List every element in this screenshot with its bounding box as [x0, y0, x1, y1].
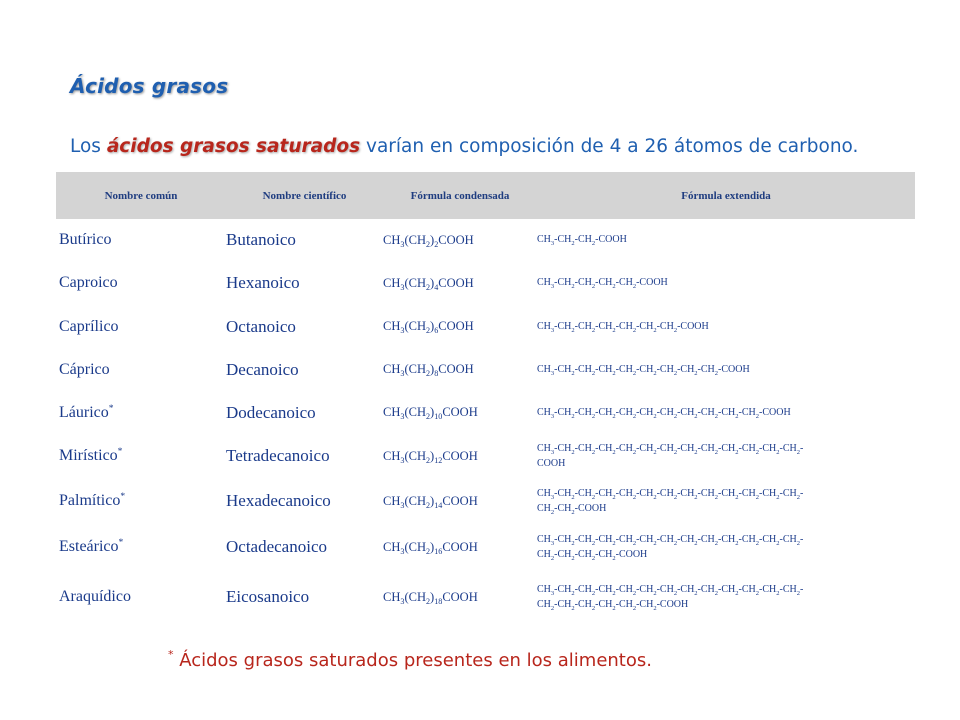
table-row	[56, 348, 915, 391]
cell-condensed-formula: $CH_3(CH_2)_4COOH$	[383, 275, 474, 292]
page-title: Ácidos grasos	[70, 74, 229, 98]
cell-scientific-name: Eicosanoico	[226, 587, 310, 606]
cell-extended-formula: $CH_3-CH_2-CH_2-CH_2-CH_2-CH_2-CH_2-CH_2-CH_2-CH_2-CH_2-CH_2-CH_2-$ $CH_2-CH_2-CH_2-CH_2-CH_2-CH_2$-COOH	[537, 583, 804, 612]
cell-scientific-name: Octanoico	[226, 316, 296, 336]
footnote	[168, 650, 652, 671]
subtitle-suffix: varían en composición de 4 a 26 átomos de carbono.	[360, 136, 859, 157]
header-condensed-formula: Fórmula condensada	[410, 189, 510, 202]
cell-extended-formula: $CH_3-CH_2-CH_2-CH_2-CH_2-CH_2-CH_2-CH_2-CH_2-CH_2-CH_2-CH_2-CH_2-$ COOH	[537, 442, 804, 469]
table-row	[56, 570, 915, 624]
cell-condensed-formula: $CH_3(CH_2)_{14}COOH$	[383, 493, 478, 510]
cell-common-name: Caprílico	[59, 317, 119, 335]
cell-extended-formula: $CH_3-CH_2-CH_2-CH_2-CH_2$-COOH	[537, 277, 668, 291]
cell-condensed-formula: $CH_3(CH_2)_{18}COOH$	[383, 589, 478, 606]
table-header-row	[56, 172, 915, 219]
header-common-name: Nombre común	[104, 189, 178, 202]
cell-common-name: Láurico*	[59, 402, 114, 421]
asterisk-mark: *	[118, 537, 124, 548]
cell-common-name: Esteárico*	[59, 537, 124, 555]
cell-scientific-name: Butanoico	[226, 230, 296, 249]
table-row	[56, 219, 915, 261]
table-row	[56, 261, 915, 305]
table-row	[56, 478, 915, 524]
cell-extended-formula: $CH_3-CH_2-CH_2-CH_2-CH_2-CH_2-CH_2$-COOH	[537, 320, 709, 334]
cell-common-name: Caproico	[59, 274, 118, 291]
cell-extended-formula: $CH_3-CH_2-CH_2-CH_2-CH_2-CH_2-CH_2-CH_2-CH_2-CH_2-CH_2-CH_2-CH_2-$ $CH_2-CH_2-CH_2-CH_2$-COOH	[537, 533, 804, 562]
cell-extended-formula: $CH_3-CH_2-CH_2-CH_2-CH_2-CH_2-CH_2-CH_2-CH_2-CH_2-CH_2-CH_2-CH_2-$ $CH_2-CH_2$-COOH	[537, 487, 804, 516]
cell-extended-formula: $CH_3-CH_2-CH_2$-COOH	[537, 234, 627, 248]
cell-scientific-name: Hexadecanoico	[226, 491, 331, 510]
cell-condensed-formula: $CH_3(CH_2)_{10}COOH$	[383, 405, 478, 421]
cell-condensed-formula: $CH_3(CH_2)_{12}COOH$	[383, 448, 478, 465]
cell-extended-formula: $CH_3-CH_2-CH_2-CH_2-CH_2-CH_2-CH_2-CH_2-CH_2-CH_2-CH_2$-COOH	[537, 406, 791, 420]
header-scientific-name: Nombre científico	[262, 189, 347, 202]
cell-extended-formula: $CH_3-CH_2-CH_2-CH_2-CH_2-CH_2-CH_2-CH_2-CH_2$-COOH	[537, 363, 750, 377]
table-row	[56, 305, 915, 348]
footnote-text: Ácidos grasos saturados presentes en los alimentos.	[173, 650, 652, 671]
cell-scientific-name: Tetradecanoico	[226, 446, 330, 465]
header-extended-formula: Fórmula extendida	[681, 189, 771, 202]
cell-common-name: Mirístico*	[59, 446, 123, 464]
cell-condensed-formula: $CH_3(CH_2)_8COOH$	[383, 362, 474, 378]
fatty-acids-table	[56, 172, 915, 624]
subtitle-prefix: Los	[70, 136, 107, 157]
asterisk-mark: *	[117, 446, 123, 457]
cell-condensed-formula: $CH_3(CH_2)_6COOH$	[383, 319, 474, 335]
cell-scientific-name: Octadecanoico	[226, 537, 327, 556]
table-row	[56, 391, 915, 434]
footnote-mark: *	[168, 648, 174, 661]
cell-scientific-name: Hexanoico	[226, 273, 300, 292]
cell-common-name: Butírico	[59, 231, 112, 248]
asterisk-mark: *	[120, 491, 126, 502]
subtitle-highlight: ácidos grasos saturados	[106, 136, 361, 157]
subtitle	[70, 136, 858, 157]
table-row	[56, 434, 915, 478]
table-row	[56, 524, 915, 570]
cell-common-name: Araquídico	[59, 588, 131, 605]
cell-condensed-formula: $CH_3(CH_2)_2COOH$	[383, 232, 474, 249]
cell-condensed-formula: $CH_3(CH_2)_{16}COOH$	[383, 539, 478, 556]
cell-scientific-name: Dodecanoico	[226, 402, 316, 422]
cell-scientific-name: Decanoico	[226, 359, 299, 379]
cell-common-name: Palmítico*	[59, 491, 126, 509]
cell-common-name: Cáprico	[59, 360, 110, 378]
table-body	[56, 219, 915, 624]
asterisk-mark: *	[108, 402, 114, 414]
